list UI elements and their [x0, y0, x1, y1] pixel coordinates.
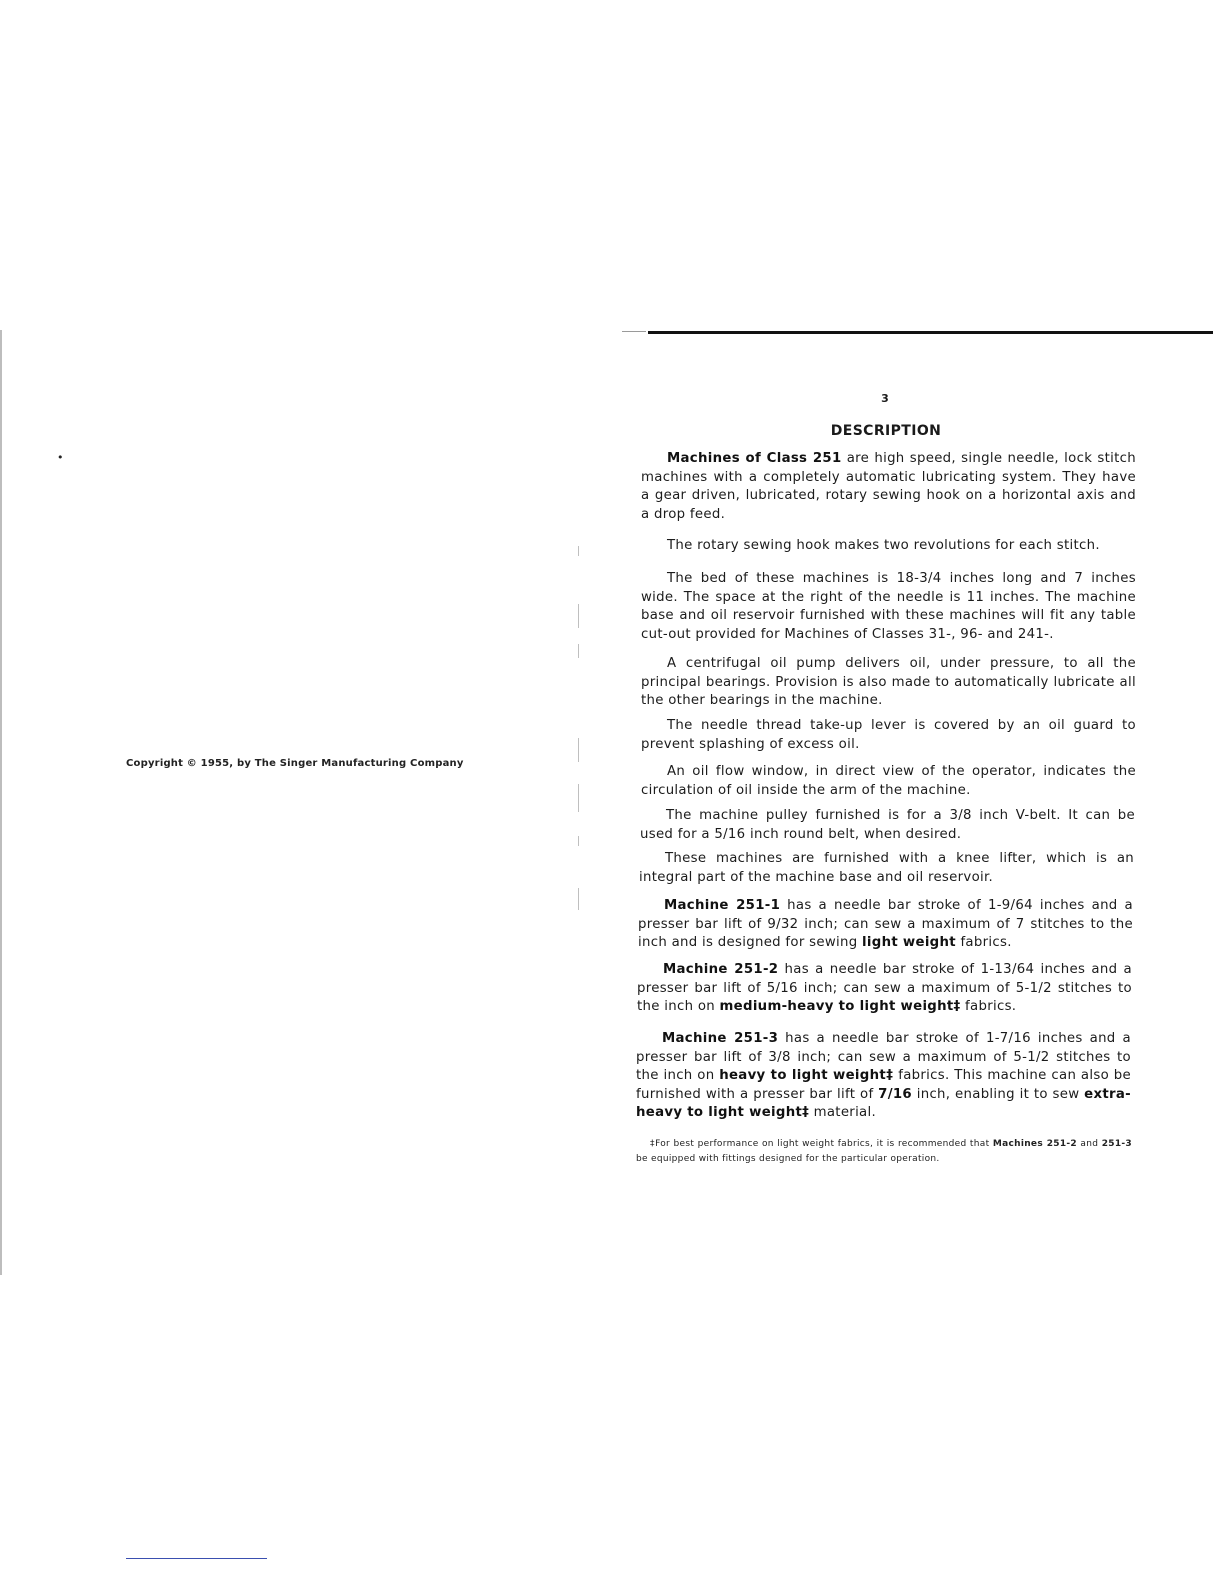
paragraph-rotary-hook: The rotary sewing hook makes two revolutions for each stitch. — [667, 538, 1100, 553]
paragraph-text: are high speed, single needle, lock stitch machines with a completely automatic lubricating system. They have a gear driven, lubricated, rotary sewing hook on a horizontal axis and a drop feed. — [641, 451, 1136, 522]
paragraph-text: has a needle bar stroke of 1-13/64 inches and a presser bar lift of 5/16 inch; can sew a maximum of 5-1/2 stitches to the inch on — [637, 962, 1132, 1014]
bold-term: 7/16 — [878, 1086, 912, 1102]
bottom-link-underline — [126, 1558, 267, 1559]
footnote-text: be equipped with fittings designed for the particular operation. — [636, 1154, 940, 1164]
footnote-text: and — [1076, 1139, 1102, 1149]
paragraph-text: has a needle bar stroke of 1-7/16 inches and a presser bar lift of 3/8 inch; can sew a maximum of 5-1/2 stitches to the inch on — [636, 1031, 1132, 1083]
paragraph-machine-251-3 — [636, 1030, 1131, 1123]
paragraph-machine-251-1 — [638, 897, 1133, 953]
paragraph-oil-flow-window: An oil flow window, in direct view of the operator, indicates the circulation of oil inside the arm of the machine. — [641, 764, 1136, 798]
copyright-notice: Copyright © 1955, by The Singer Manufacturing Company — [126, 758, 464, 769]
paragraph-text: fabrics. — [955, 935, 1012, 950]
bold-lead: Machines of Class 251 — [667, 451, 842, 466]
footnote-bold: Machines 251-2 — [992, 1139, 1077, 1149]
left-edge-line — [0, 330, 2, 1275]
paragraph-machine-pulley: The machine pulley furnished is for a 3/8 inch V-belt. It can be used for a 5/16 inch round belt, when desired. — [640, 808, 1135, 842]
top-rule-faint — [622, 331, 646, 332]
paragraph-text: material. — [809, 1105, 877, 1120]
footnote-bold: 251-3 — [1101, 1139, 1132, 1149]
gutter-mark — [578, 604, 579, 628]
gutter-mark — [578, 836, 579, 846]
gutter-mark — [578, 738, 579, 762]
bold-term: medium-heavy to light weight‡ — [719, 999, 961, 1014]
bold-lead: Machine 251-1 — [664, 898, 781, 913]
gutter-mark — [578, 644, 579, 658]
bold-term: extra-heavy to light weight‡ — [636, 1086, 1131, 1120]
bold-lead: Machine 251-2 — [663, 962, 779, 977]
gutter-marks — [578, 540, 580, 920]
paragraph-class-251 — [641, 450, 1136, 524]
paragraph-bed-size: The bed of these machines is 18-3/4 inches long and 7 inches wide. The space at the right of the needle is 11 inches. The machine base and oil reservoir furnished with these machines will fit any table cut-out provided for Machines of Classes 31-, 96- and 241-. — [641, 571, 1136, 642]
paragraph-text: has a needle bar stroke of 1-9/64 inches and a presser bar lift of 9/32 inch; can sew a maximum of 7 stitches to the inch and is designed for sewing — [638, 898, 1134, 950]
paragraph-text: inch, enabling it to sew — [911, 1086, 1085, 1102]
page-number: 3 — [881, 392, 889, 405]
bold-term: light weight — [862, 935, 956, 950]
footnote — [636, 1137, 1132, 1167]
page-heading: DESCRIPTION — [830, 423, 942, 439]
bold-lead: Machine 251-3 — [662, 1031, 779, 1046]
top-rule — [648, 331, 1213, 334]
bold-term: heavy to light weight‡ — [719, 1068, 894, 1083]
paragraph-text: fabrics. This machine can also be furnished with a presser bar lift of — [636, 1068, 1132, 1102]
gutter-mark — [578, 888, 579, 910]
paragraph-oil-guard: The needle thread take-up lever is covered by an oil guard to prevent splashing of excess oil. — [641, 718, 1136, 752]
paragraph-oil-pump: A centrifugal oil pump delivers oil, under pressure, to all the principal bearings. Provision is also made to automatically lubricate all the other bearings in the machine. — [641, 656, 1136, 708]
gutter-mark — [578, 546, 579, 556]
footnote-text: ‡For best performance on light weight fabrics, it is recommended that — [650, 1139, 993, 1149]
paragraph-knee-lifter: These machines are furnished with a knee lifter, which is an integral part of the machine base and oil reservoir. — [639, 851, 1134, 885]
gutter-mark — [578, 784, 579, 812]
left-page-mark: • — [57, 451, 64, 464]
paragraph-text: fabrics. — [960, 999, 1017, 1014]
paragraph-machine-251-2 — [637, 961, 1132, 1017]
